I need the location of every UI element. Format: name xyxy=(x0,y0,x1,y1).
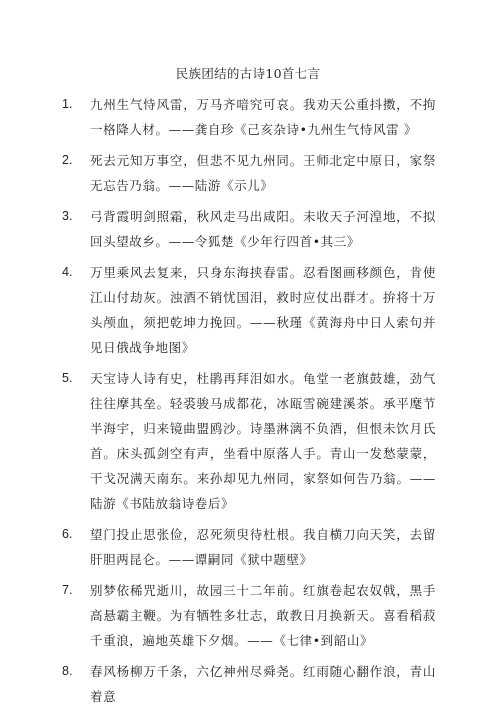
poem-number: 5. xyxy=(62,371,73,385)
poem-number: 6. xyxy=(62,527,73,541)
poem-text: 望门投止思张俭，忍死须臾待杜根。我自横刀向天笑，去留肝胆两昆仑。——谭嗣同《狱中题壁》 xyxy=(90,527,436,567)
poem-number: 4. xyxy=(62,265,73,279)
poem-list xyxy=(62,92,436,715)
poem-item xyxy=(62,578,436,653)
poem-text: 九州生气恃风雷，万马齐喑究可哀。我劝天公重抖擞，不拘一格降人材。——龚自珍《己亥杂诗•九州生气恃风雷 》 xyxy=(90,97,436,137)
poem-text: 死去元知万事空，但悲不见九州同。王师北定中原日，家祭无忘告乃翁。——陆游《示儿》 xyxy=(90,153,436,193)
poem-text: 天宝诗人诗有史，杜鹃再拜泪如水。龟堂一老旗鼓雄，劲气往往摩其垒。轻裘骏马成都花，冰瓯雪碗建溪茶。承平麾节半海宇，归来镜曲盟鸥沙。诗墨淋漓不负酒，但恨未饮月氏首。床头孤剑空有声，坐看中原落人手。青山一发愁蒙蒙，干戈况满天南东。来孙却见九州同，家祭如何告乃翁。——陆游《书陆放翁诗卷后》 xyxy=(90,371,436,511)
poem-number: 7. xyxy=(62,583,73,597)
poem-item xyxy=(62,204,436,254)
poem-text: 弓背霞明剑照霜，秋风走马出咸阳。未收天子河湟地，不拟回头望故乡。——令狐楚《少年行四首•其三》 xyxy=(90,209,436,249)
document-title: 民族团结的古诗10首七言 xyxy=(175,66,321,81)
poem-number: 8. xyxy=(62,664,73,678)
poem-item xyxy=(62,522,436,572)
poem-text: 别梦依稀咒逝川，故园三十二年前。红旗卷起农奴戟，黑手高悬霸主鞭。为有牺牲多壮志，敢教日月换新天。喜看稻菽千重浪，遍地英雄下夕烟。——《七律•到韶山》 xyxy=(90,583,436,648)
poem-number: 3. xyxy=(62,209,73,223)
poem-item xyxy=(62,92,436,142)
poem-text: 万里乘风去复来，只身东海挟春雷。忍看图画移颜色，肯使江山付劫灰。浊酒不销忧国泪，救时应仗出群才。拚将十万头颅血，须把乾坤力挽回。——秋瑾《黄海舟中日人索句并见日俄战争地图》 xyxy=(90,265,436,355)
poem-number: 1. xyxy=(62,97,73,111)
poem-item xyxy=(62,260,436,360)
poem-number: 2. xyxy=(62,153,73,167)
poem-item xyxy=(62,148,436,198)
poem-text: 春风杨柳万千条，六亿神州尽舜尧。红雨随心翻作浪，青山着意 xyxy=(90,664,436,704)
poem-item xyxy=(62,366,436,516)
